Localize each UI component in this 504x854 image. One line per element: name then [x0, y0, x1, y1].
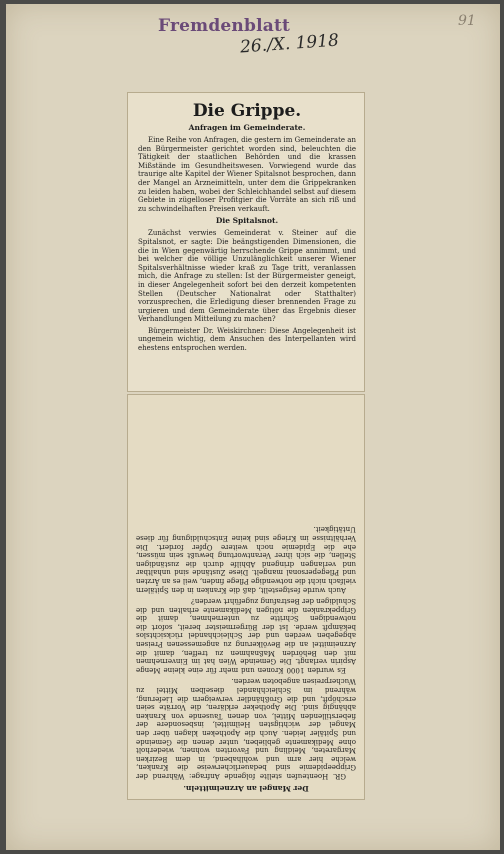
article-paragraph: GR. Hoenteufen stellte folgende Anfrage: Während der Grippeepidemie sind bedauerlicherweise die Kranken, welche hier arm und wohlhabend, in dem Bezirken Margareten, Meidling und Favoriten wohnen, wiederholt ohne Medikamente geblieben, unter denen die Gemeinde und Spitäler leiden. Auch die Apotheken klagen über den Mangel der wichtigsten Heilmittel, insbesondere der fieberstillenden Mittel, von denen Tausende von Kranken abhängig sind. Die Apotheker erklären, die Vorräte seien erschöpft, und die Großhändler verweigern die Lieferung, während im Schleichhandel dieselben Mittel zu Wucherpreisen angeboten werden.	[136, 677, 356, 780]
article-intro: Eine Reihe von Anfragen, die gestern im Gemeinderate an den Bürgermeister gerichtet worden sind, beleuchten die Tätigkeit der staatlichen Behörden und die krassen Mißstände im Gesundheitswesen. Vorwiegend wurde das traurige alte Kapitel der Wiener Spitalsnot besprochen, dann der Mangel an Arzneimitteln, unter dem die Grippekranken zu leiden haben, wobei der Schleichhandel selbst auf diesem Gebiete in zügelloser Profitgier die Vorräte an sich riß und zu schwindelhaften Preisen verkauft.	[138, 136, 356, 213]
page-number: 91	[458, 13, 476, 29]
article-paragraph: Bürgermeister Dr. Weiskirchner: Diese Angelegenheit ist ungemein wichtig, dem Ansuchen des Interpellanten wird ehestens entsprochen werden.	[138, 326, 356, 353]
newspaper-masthead-stamp: Fremdenblatt	[158, 16, 291, 36]
section-heading: Die Spitalsnot.	[215, 216, 279, 226]
article-paragraph: Es wurden 1000 Kronen und mehr für eine kleine Menge Aspirin verlangt. Die Gemeinde Wien hat im Einvernehmen mit den Behörden Maßnahmen zu treffen, damit die Arzneimittel an die Bevölkerung zu angemessenen Preisen abgegeben werden und der Schleichhandel rücksichtslos bekämpft werde. Ist der Bürgermeister bereit, sofort die notwendigen Schritte zu unternehmen, damit die Grippekranken die nötigen Medikamente erhalten und die Schuldigen der Bestrafung zugeführt werden?	[136, 597, 356, 674]
inverted-text-block	[128, 395, 365, 800]
clipping-upper	[127, 92, 365, 392]
handwritten-date: 26./X. 1918	[239, 30, 340, 58]
clipping-lower-inverted	[127, 394, 365, 800]
section-heading: Der Mangel an Arzneimitteln.	[183, 784, 309, 793]
article-subtitle: Anfragen im Gemeinderate.	[188, 123, 306, 132]
article-paragraph: Auch wurde festgestellt, daß die Kranken in den Spitälern vielfach nicht die notwendige Pflege finden, weil es an Ärzten und Pflegepersonal mangelt. Diese Zustände sind unhaltbar und verlangen dringend Abhilfe durch die zuständigen Stellen, die sich ihrer Verantwortung bewußt sein müssen, ehe die Epidemie noch weitere Opfer fordert. Die Verhältnisse im Kriege sind keine Entschuldigung für diese Untätigkeit.	[136, 525, 356, 594]
article-paragraph: Zunächst verwies Gemeinderat v. Steiner auf die Spitalsnot, er sagte: Die beängstigenden Dimensionen, die die in Wien gegenwärtig herrschende Grippe annimmt, und bei welcher die völlige Unzulänglichkeit unserer Wiener Spitalsverhältnisse wieder kraß zu Tage tritt, veranlassen mich, die Anfrage zu stellen: Ist der Bürgermeister geneigt, in dieser Angelegenheit sofort bei den derzeit kompetenten Stellen (Deutscher Nationalrat oder Statthalter) vorzusprechen, die Erledigung dieser brennenden Frage zu urgieren und dem Gemeinderate über das Ergebnis dieser Verhandlungen Mitteilung zu machen?	[138, 229, 356, 324]
article-title: Die Grippe.	[192, 101, 302, 121]
